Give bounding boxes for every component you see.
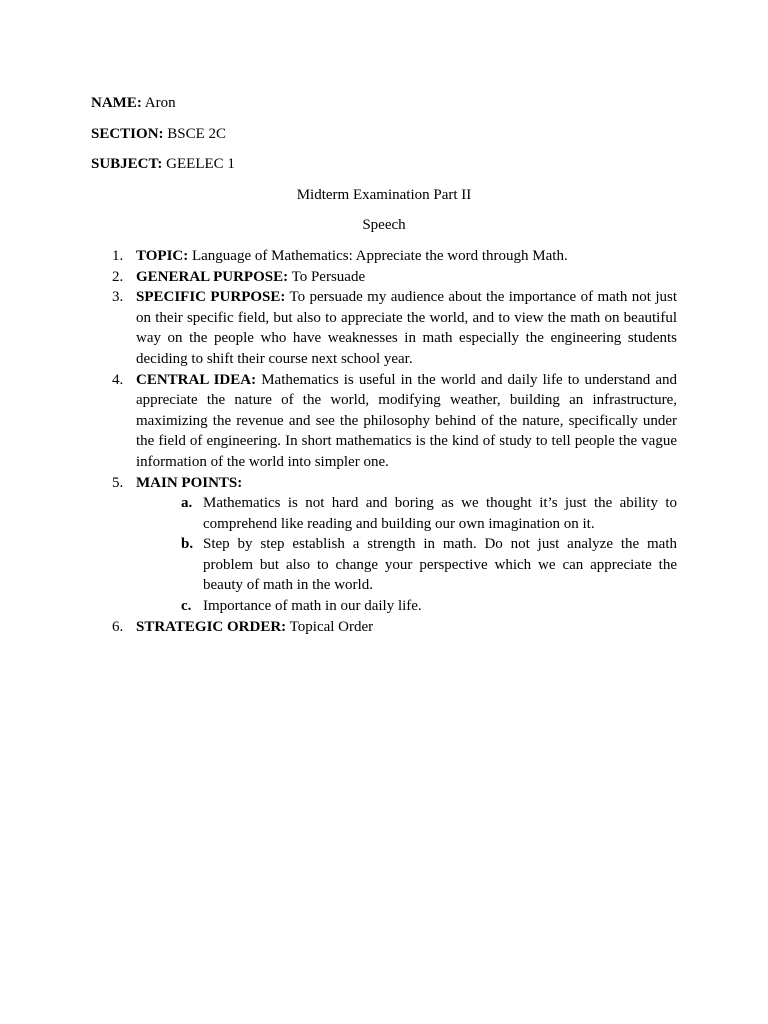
subpoint-label: c.	[181, 598, 192, 615]
outline-item-topic	[91, 246, 677, 267]
outline-list	[91, 246, 677, 637]
item-number: 1.	[112, 247, 124, 264]
outline-item-main-points	[91, 473, 677, 617]
outline-item-general-purpose	[91, 267, 677, 288]
item-text: Language of Mathematics: Appreciate the word through Math.	[191, 247, 568, 264]
item-label: MAIN POINTS:	[136, 474, 243, 491]
item-number: 6.	[112, 618, 124, 635]
subject-label: SUBJECT:	[91, 156, 163, 173]
main-point-a	[136, 493, 677, 534]
item-label: CENTRAL IDEA:	[136, 371, 257, 388]
section-label: SECTION:	[91, 125, 164, 142]
main-point-b	[136, 534, 677, 596]
section-value: BSCE 2C	[167, 125, 227, 142]
item-text: Topical Order	[289, 618, 374, 635]
document-title: Midterm Examination Part II	[296, 186, 472, 203]
item-number: 3.	[112, 289, 124, 306]
item-text: Mathematics is useful in the world and daily life to understand and appreciate the nature of the world, modifying weather, building an infrastructure, maximizing the revenue and see the philosophy behind of the nature, specifically under the field of engineering. In short mathematics is the kind of study to tell people the vague information of the world into simpler one.	[136, 371, 678, 470]
subpoint-text: Importance of math in our daily life.	[203, 598, 422, 615]
document-subtitle: Speech	[362, 217, 406, 234]
item-number: 5.	[112, 474, 124, 491]
outline-item-strategic-order	[91, 617, 677, 638]
name-label: NAME:	[91, 95, 142, 111]
subpoint-text: Step by step establish a strength in math. Do not just analyze the math problem but also to change your perspective which we can appreciate the beauty of math in the world.	[203, 536, 677, 594]
subject-value: GEELEC 1	[166, 156, 235, 173]
section-field	[91, 124, 677, 145]
name-value: Aron	[144, 95, 176, 111]
item-label: TOPIC:	[136, 247, 189, 264]
item-label: STRATEGIC ORDER:	[136, 618, 287, 635]
item-text: To Persuade	[291, 268, 366, 285]
item-number: 4.	[112, 371, 124, 388]
subpoint-label: b.	[181, 536, 194, 553]
outline-item-central-idea	[91, 370, 677, 473]
outline-item-specific-purpose	[91, 287, 677, 369]
main-points-list	[136, 493, 677, 617]
subpoint-text: Mathematics is not hard and boring as we thought it’s just the ability to comprehend like reading and building our own imagination on it.	[203, 495, 677, 532]
item-number: 2.	[112, 268, 124, 285]
main-point-c	[136, 596, 677, 617]
subpoint-label: a.	[181, 495, 193, 512]
item-text: To persuade my audience about the importance of math not just on their specific field, but also to appreciate the world, and to view the math on beautiful way on the people who have weaknesses in math especially the engineering students deciding to shift their course next school year.	[136, 289, 678, 367]
name-field	[91, 93, 677, 114]
item-label: SPECIFIC PURPOSE:	[136, 289, 286, 306]
item-label: GENERAL PURPOSE:	[136, 268, 289, 285]
subject-field	[91, 154, 677, 175]
